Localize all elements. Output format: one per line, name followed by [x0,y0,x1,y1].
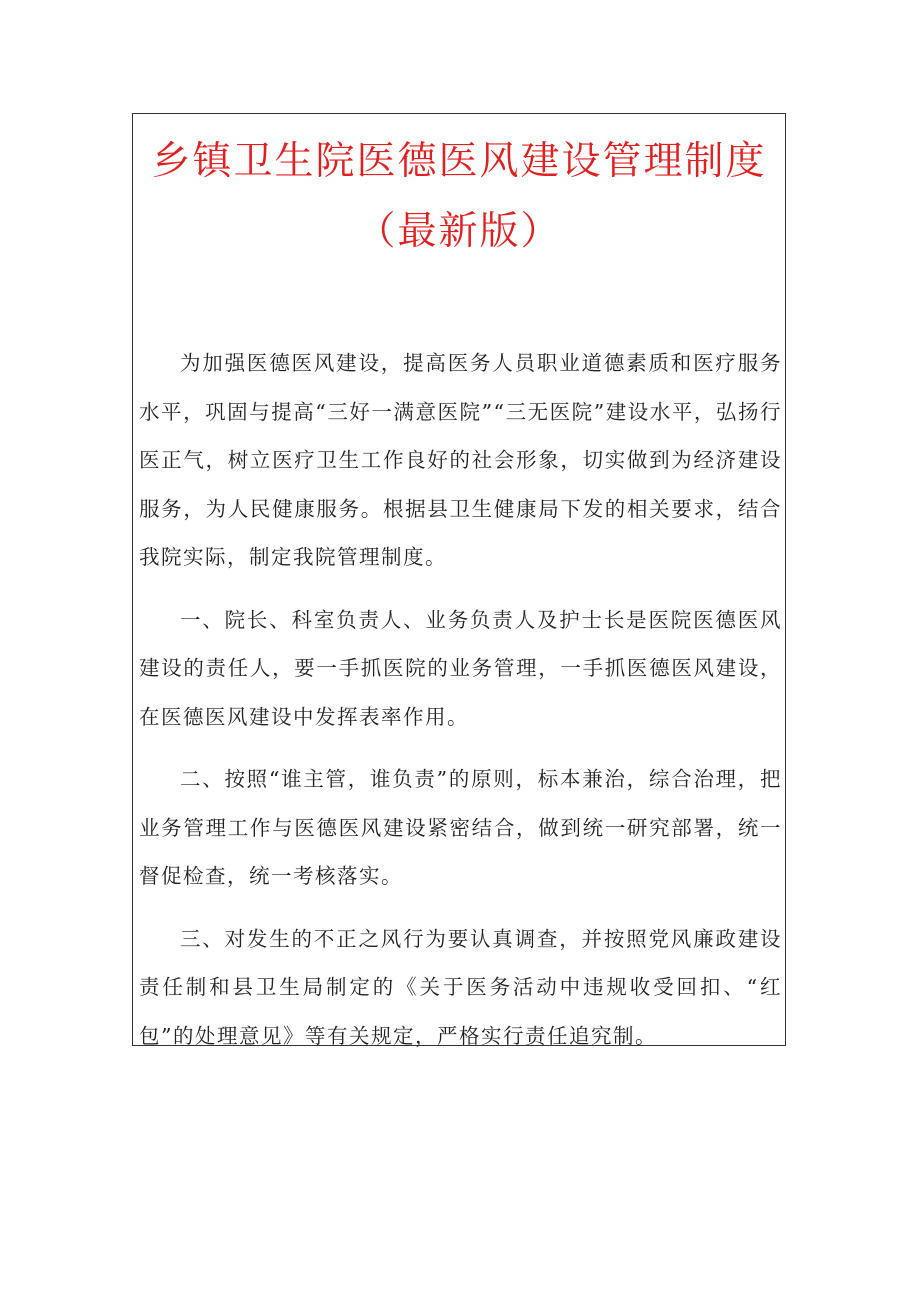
paragraph-item-1: 一、院长、科室负责人、业务负责人及护士长是医院医德医风建设的责任人，要一手抓医院的业务管理，一手抓医德医风建设，在医德医风建设中发挥表率作用。 [139,607,782,729]
paragraph-item-3: 三、对发生的不正之风行为要认真调查，并按照党风廉政建设责任制和县卫生局制定的《关于医务活动中违规收受回扣、“红包”的处理意见》等有关规定，严格实行责任追究制。 [139,926,782,1048]
document-body [139,339,782,1074]
document-frame [132,113,786,1046]
document-subtitle: （最新版） [356,209,562,254]
paragraph-intro: 为加强医德医风建设，提高医务人员职业道德素质和医疗服务水平，巩固与提高“三好一满意医院”“三无医院”建设水平，弘扬行医正气，树立医疗卫生工作良好的社会形象，切实做到为经济建设服务，为人民健康服务。根据县卫生健康局下发的相关要求，结合我院实际，制定我院管理制度。 [139,351,782,569]
paragraph-item-2: 二、按照“谁主管，谁负责”的原则，标本兼治，综合治理，把业务管理工作与医德医风建设紧密结合，做到统一研究部署，统一督促检查，统一考核落实。 [139,767,782,888]
document-title: 乡镇卫生院医德医风建设管理制度 [151,139,767,184]
